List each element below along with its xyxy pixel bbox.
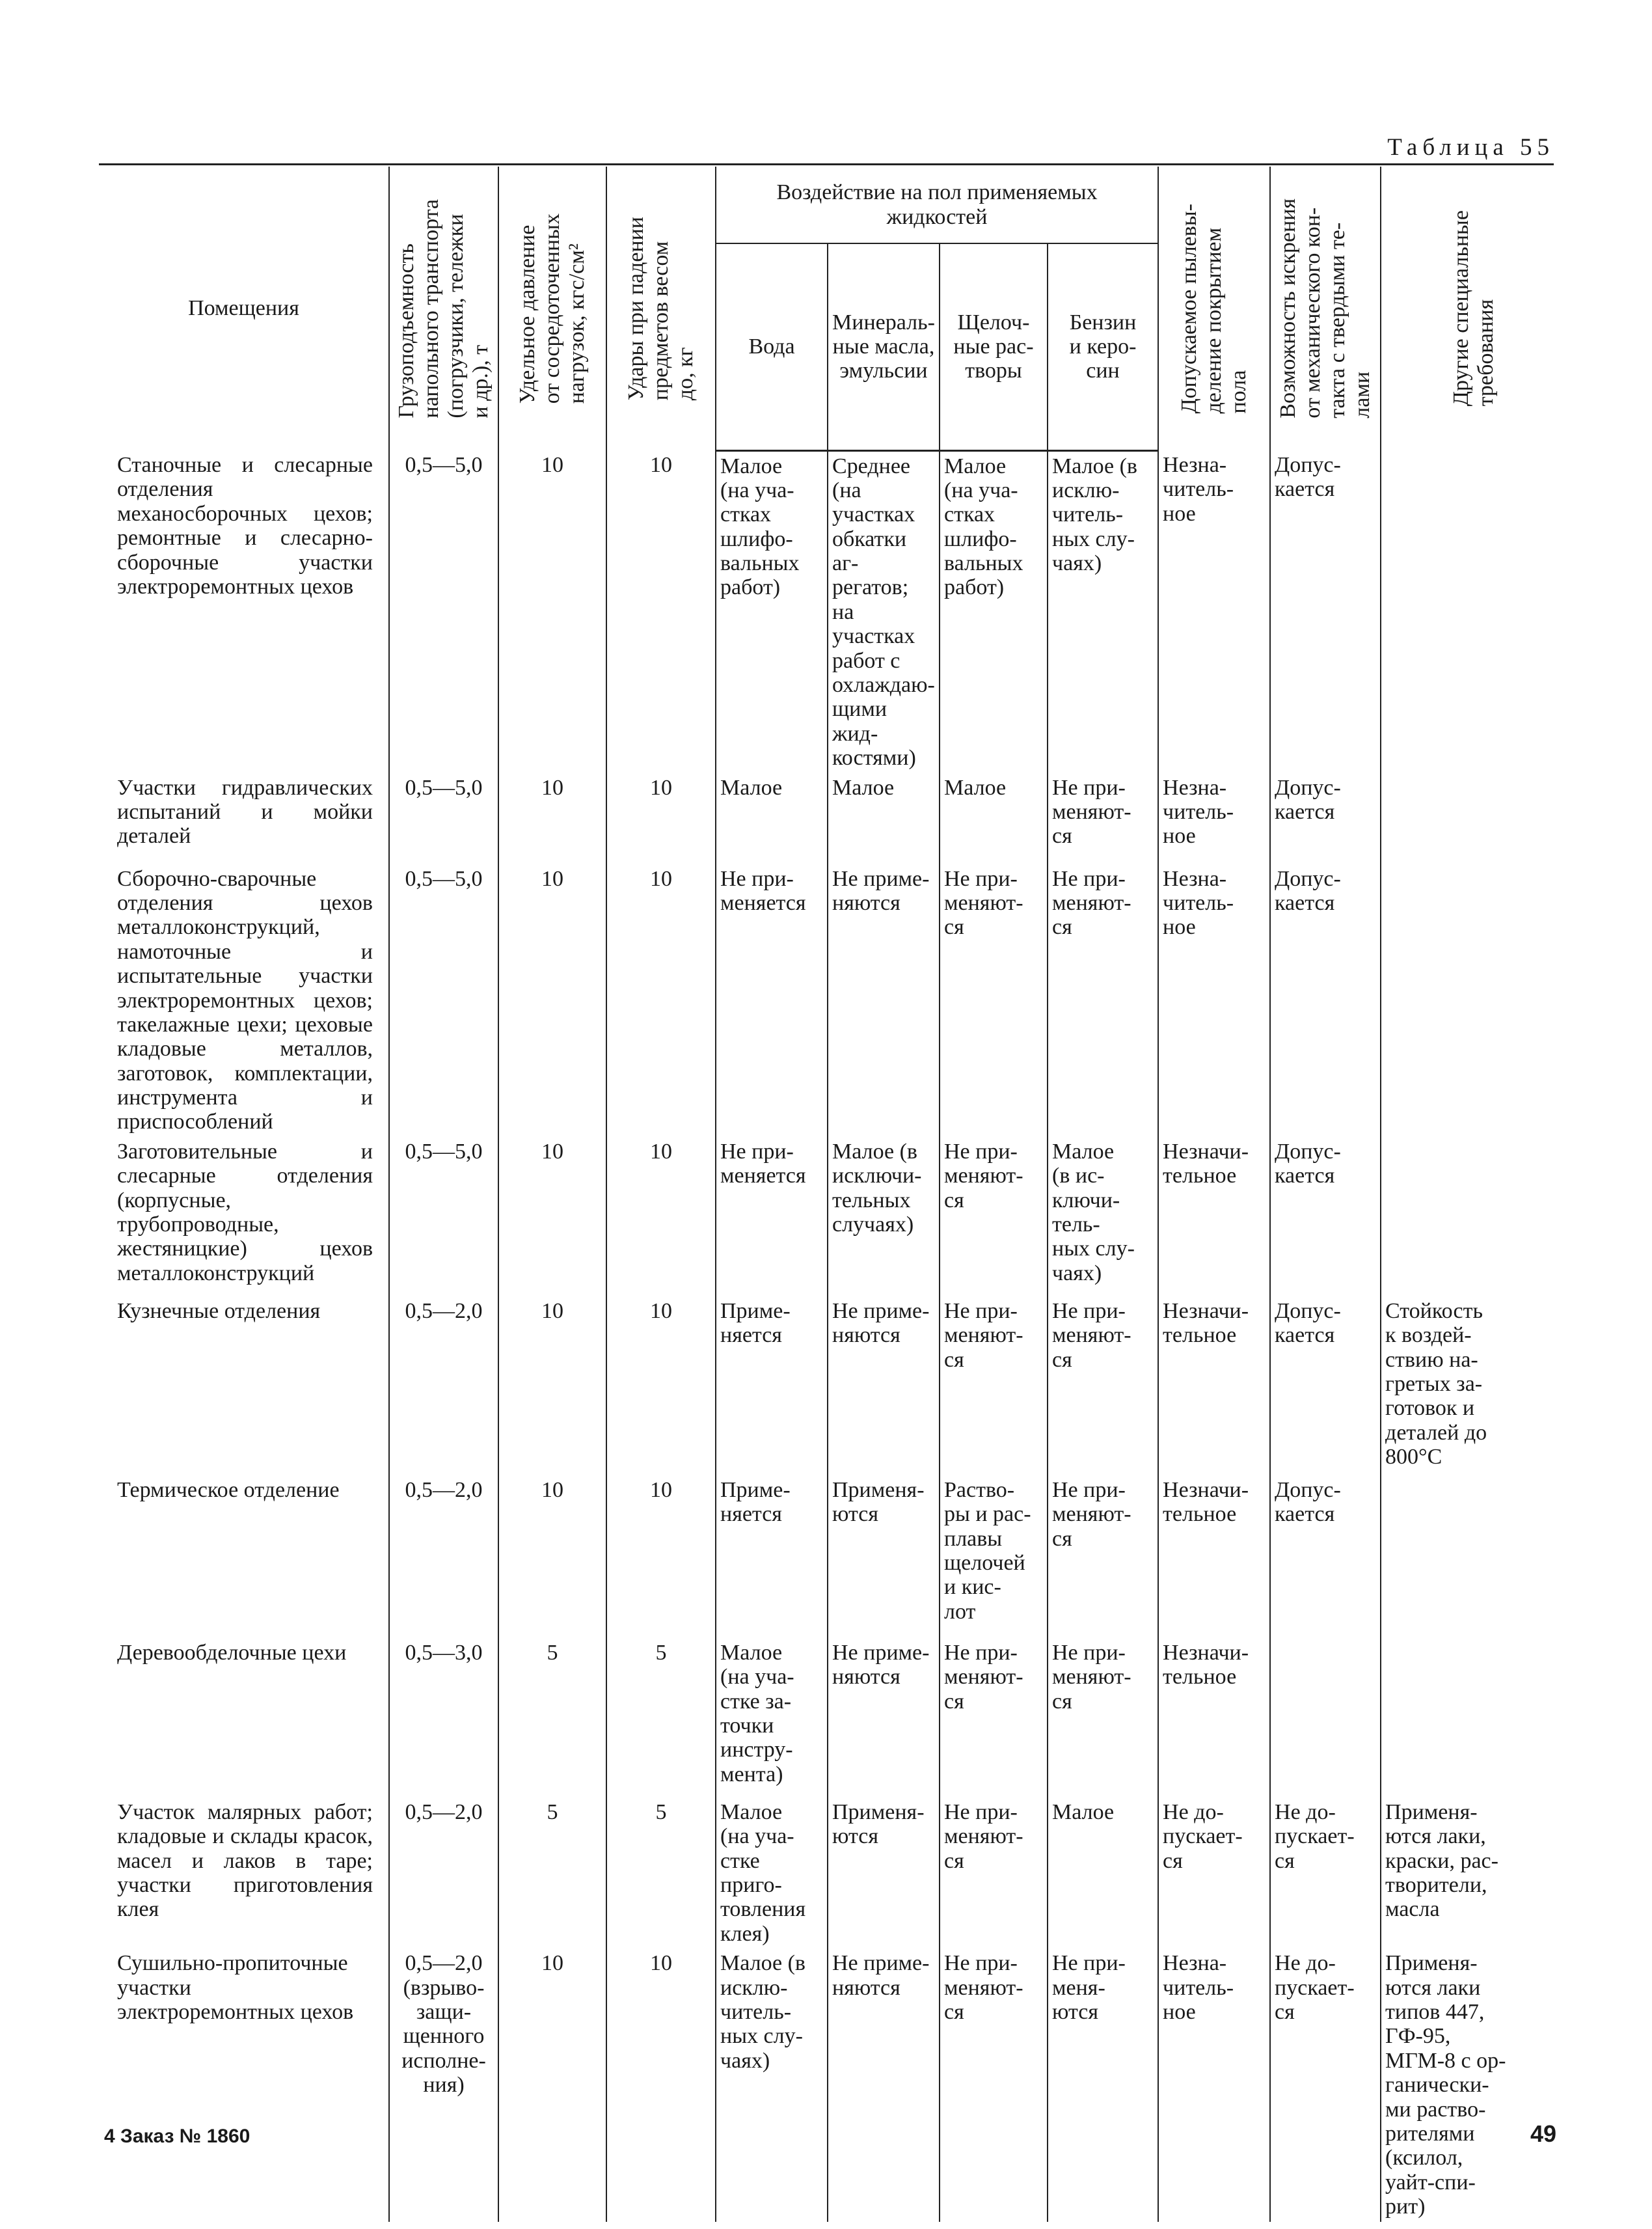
header-water: Вода [716,243,828,450]
room-cell: Участки гидравлических испытаний и мойки деталей [117,775,373,849]
spark-cell: Допус- кается [1270,1296,1381,1475]
header-impacts: Удары при падении предметов весом до, кг [606,167,716,450]
impacts-cell: 5 [606,1638,716,1798]
table-title: Таблица 55 [1387,134,1554,161]
oils-cell: Применя- ются [828,1798,940,1949]
capacity-cell: 0,5—5,0 [389,450,498,773]
requirements-table [99,167,1567,2222]
impacts-cell: 10 [606,1475,716,1638]
spark-cell: Не до- пускает- ся [1270,1798,1381,1949]
top-rule [99,163,1554,165]
alkali-cell: Не при- меняют- ся [940,1949,1048,2222]
table-row [99,1638,1567,1798]
pressure-cell: 10 [498,1137,606,1296]
alkali-cell: Не при- меняют- ся [940,1638,1048,1798]
water-cell: Малое (на уча- стке приго- товления клея) [716,1798,828,1949]
impacts-cell: 10 [606,450,716,773]
room-cell: Станочные и слесарные отделения механосборочных цехов; ремонтные и слесарно-сборочные участки электроремонтных цехов [117,453,373,599]
oils-cell: Малое (в исключи- тельных случаях) [828,1137,940,1296]
capacity-cell: 0,5—2,0 [389,1475,498,1638]
header-oils: Минераль- ные масла, эмульсии [828,243,940,450]
alkali-cell: Не при- меняют- ся [940,1137,1048,1296]
capacity-cell: 0,5—2,0 (взрыво- защи- щенного исполне- ния) [389,1949,498,2222]
page-number: 49 [1530,2120,1557,2147]
capacity-cell: 0,5—5,0 [389,1137,498,1296]
impacts-cell: 5 [606,1798,716,1949]
table-row [99,1949,1567,2222]
dust-cell: Незначи- тельное [1158,1137,1270,1296]
dust-cell: Незна- читель- ное [1158,450,1270,773]
water-cell: Малое (в исклю- читель- ных слу- чаях) [716,1949,828,2222]
table-body [99,450,1567,2222]
water-cell: Приме- няется [716,1475,828,1638]
room-cell: Сборочно-сварочные отделения цехов металлоконструкций, намоточные и испытательные участки электроремонтных цехов; такелажные цехи; цеховые кладовые металлов, заготовок, комплектации, инструмента и приспособлений [117,866,373,1134]
other-cell: Применя- ются лаки, краски, рас- творители, масла [1381,1798,1567,1949]
alkali-cell: Малое (на уча- стках шлифо- вальных работ) [940,450,1048,773]
room-cell: Кузнечные отделения [117,1298,321,1323]
dust-cell: Незна- читель- ное [1158,773,1270,864]
pressure-cell: 5 [498,1798,606,1949]
other-cell [1381,773,1567,864]
table-row [99,1137,1567,1296]
header-alkali: Щелоч- ные рас- творы [940,243,1048,450]
spark-cell: Допус- кается [1270,450,1381,773]
oils-cell: Среднее (на участках обкатки аг- регатов; на участках работ с охлаждаю- щими жид- костями) [828,450,940,773]
pressure-cell: 10 [498,1296,606,1475]
table-row [99,1798,1567,1949]
alkali-cell: Малое [940,773,1048,864]
impacts-cell: 10 [606,1137,716,1296]
petrol-cell: Не при- меняют- ся [1048,1638,1158,1798]
dust-cell: Незначи- тельное [1158,1638,1270,1798]
alkali-cell: Не при- меняют- ся [940,864,1048,1137]
header-spark: Возможность искрения от механического кон- такта с твердыми те- лами [1270,167,1381,450]
impacts-cell: 10 [606,773,716,864]
capacity-cell: 0,5—2,0 [389,1798,498,1949]
alkali-cell: Не при- меняют- ся [940,1296,1048,1475]
pressure-cell: 10 [498,450,606,773]
room-cell: Заготовительные и слесарные отделения (корпусные, трубопроводные, жестяницкие) цехов металлоконструкций [117,1139,373,1285]
petrol-cell: Малое [1048,1798,1158,1949]
header-capacity: Грузоподъемность напольного транспорта (погрузчики, тележки и др.), т [389,167,498,450]
dust-cell: Не до- пускает- ся [1158,1798,1270,1949]
other-cell [1381,864,1567,1137]
table-row [99,450,1567,773]
water-cell: Малое (на уча- стках шлифо- вальных работ) [716,450,828,773]
water-cell: Не при- меняется [716,864,828,1137]
other-cell [1381,1475,1567,1638]
impacts-cell: 10 [606,1949,716,2222]
dust-cell: Незначи- тельное [1158,1475,1270,1638]
water-cell: Не при- меняется [716,1137,828,1296]
pressure-cell: 5 [498,1638,606,1798]
dust-cell: Незна- читель- ное [1158,864,1270,1137]
impacts-cell: 10 [606,1296,716,1475]
capacity-cell: 0,5—2,0 [389,1296,498,1475]
alkali-cell: Раство- ры и рас- плавы щелочей и кис- лот [940,1475,1048,1638]
room-cell: Деревообделочные цехи [117,1640,347,1665]
order-number: 4 Заказ № 1860 [104,2126,251,2147]
oils-cell: Не приме- няются [828,864,940,1137]
room-cell: Термическое отделение [117,1477,340,1502]
oils-cell: Малое [828,773,940,864]
pressure-cell: 10 [498,773,606,864]
petrol-cell: Малое (в исклю- читель- ных слу- чаях) [1048,450,1158,773]
oils-cell: Не приме- няются [828,1638,940,1798]
spark-cell: Допус- кается [1270,773,1381,864]
other-cell: Стойкость к воздей- ствию на- гретых за- готовок и деталей до 800°С [1381,1296,1567,1475]
table-row [99,773,1567,864]
pressure-cell: 10 [498,864,606,1137]
water-cell: Малое (на уча- стке за- точки инстру- мента) [716,1638,828,1798]
other-cell [1381,1638,1567,1798]
table-row [99,864,1567,1137]
header-dust: Допускаемое пылевы- деление покрытием пола [1158,167,1270,450]
water-cell: Приме- няется [716,1296,828,1475]
petrol-cell: Малое (в ис- ключи- тель- ных слу- чаях) [1048,1137,1158,1296]
oils-cell: Применя- ются [828,1475,940,1638]
petrol-cell: Не при- меняют- ся [1048,1296,1158,1475]
spark-cell: Допус- кается [1270,1137,1381,1296]
other-cell [1381,1137,1567,1296]
table-row [99,1296,1567,1475]
spark-cell: Допус- кается [1270,864,1381,1137]
water-cell: Малое [716,773,828,864]
oils-cell: Не приме- няются [828,1949,940,2222]
capacity-cell: 0,5—5,0 [389,864,498,1137]
petrol-cell: Не при- меняют- ся [1048,1475,1158,1638]
header-pressure: Удельное давление от сосредоточенных нагрузок, кгс/см² [498,167,606,450]
header-other: Другие специальные требования [1381,167,1567,450]
petrol-cell: Не при- меняют- ся [1048,864,1158,1137]
oils-cell: Не приме- няются [828,1296,940,1475]
table-row [99,1475,1567,1638]
other-cell [1381,450,1567,773]
dust-cell: Незначи- тельное [1158,1296,1270,1475]
pressure-cell: 10 [498,1475,606,1638]
impacts-cell: 10 [606,864,716,1137]
capacity-cell: 0,5—3,0 [389,1638,498,1798]
spark-cell: Не до- пускает- ся [1270,1949,1381,2222]
capacity-cell: 0,5—5,0 [389,773,498,864]
spark-cell [1270,1638,1381,1798]
spark-cell: Допус- кается [1270,1475,1381,1638]
header-room: Помещения [188,296,299,321]
room-cell: Участок малярных работ; кладовые и склады красок, масел и лаков в таре; участки приготовления клея [117,1799,373,1922]
other-cell: Применя- ются лаки типов 447, ГФ-95, МГМ-8 с ор- ганически- ми раство- рителями (ксилол, уайт-спи- рит) [1381,1949,1567,2222]
room-cell: Сушильно-пропиточные участки электроремонтных цехов [117,1951,354,2024]
pressure-cell: 10 [498,1949,606,2222]
header-petrol: Бензин и керо- син [1048,243,1158,450]
petrol-cell: Не при- меняют- ся [1048,773,1158,864]
dust-cell: Незна- читель- ное [1158,1949,1270,2222]
header-liquids-group: Воздействие на пол применяемых жидкостей [716,167,1158,243]
alkali-cell: Не при- меняют- ся [940,1798,1048,1949]
petrol-cell: Не при- меня- ются [1048,1949,1158,2222]
